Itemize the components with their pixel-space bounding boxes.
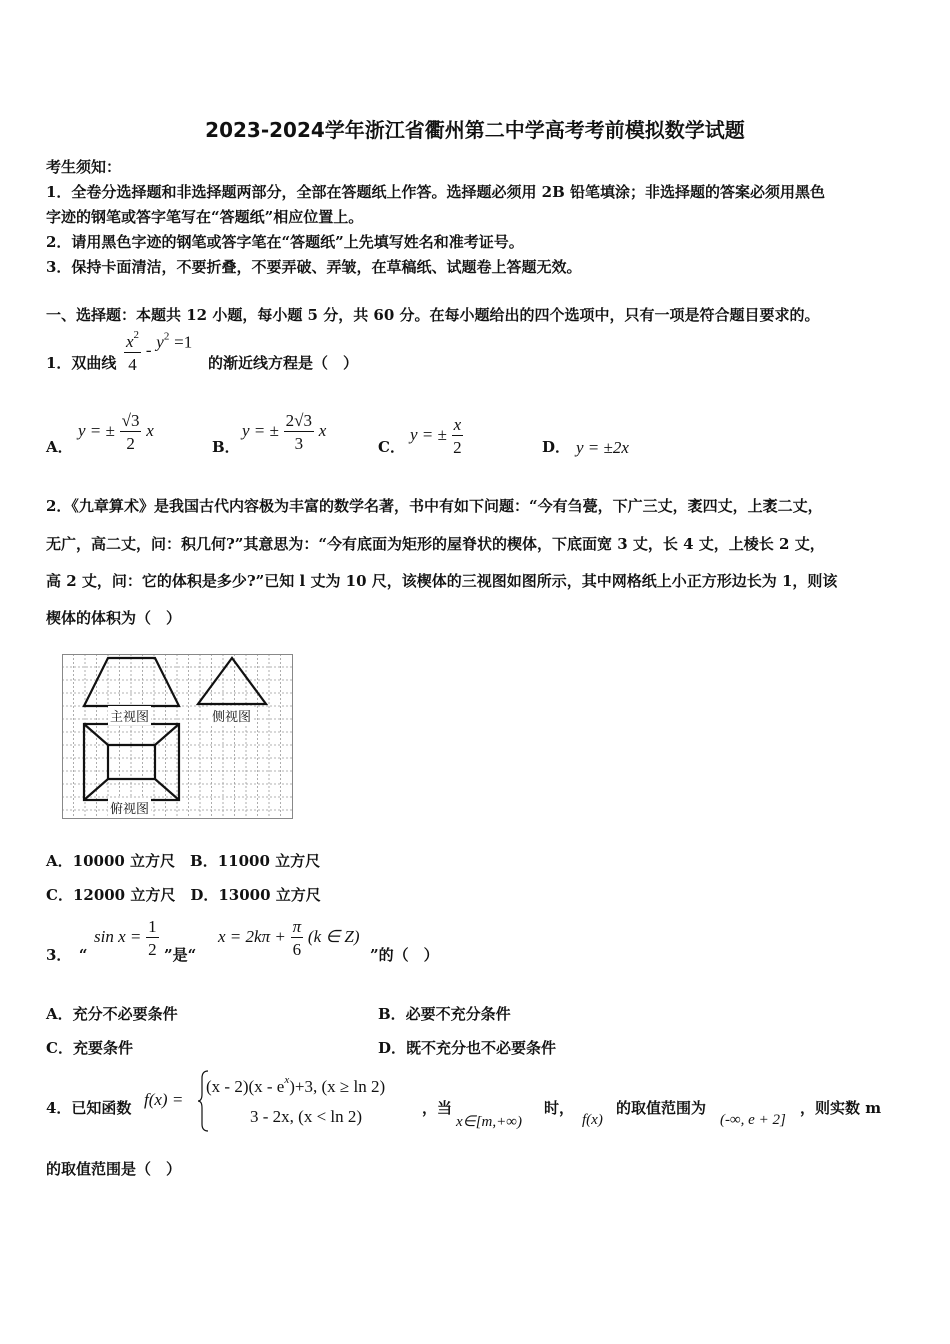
q1-option-b-label: B．	[212, 438, 240, 456]
q3-half	[146, 918, 159, 958]
q4-text-range: 的取值范围为	[616, 1099, 707, 1117]
side-view-label: 侧视图	[210, 706, 253, 725]
top-view-upper-edges	[84, 724, 179, 745]
side-view-triangle	[198, 658, 266, 704]
front-view-trapezoid	[84, 658, 179, 706]
q4-text-when: ，当	[422, 1099, 453, 1117]
notice-line-1a: 1．全卷分选择题和非选择题两部分，全部在答题纸上作答。选择题必须用 2B 铅笔填涂；非选择题的答案必须用黑色	[46, 183, 826, 201]
q3-option-a: A．充分不必要条件	[46, 1005, 178, 1023]
q4-domain: x∈[m,+∞)	[456, 1114, 522, 1130]
q1-hyperbola-equation	[124, 330, 192, 373]
q4-case1-tail: )+3, (x ≥ ln 2)	[289, 1077, 386, 1096]
q1-x-exp: 2	[133, 329, 140, 341]
q4-fx-eq: f(x) =	[144, 1090, 184, 1109]
q2-line-3: 高 2 丈，问：它的体积是多少?”已知 l 丈为 10 尺，该楔体的三视图如图所示，其中网格纸上小正方形边长为 1，则该	[46, 572, 838, 590]
q1-denominator-4: 4	[128, 355, 137, 374]
q1-x: x	[126, 332, 134, 351]
q1-b-frac	[284, 412, 314, 452]
q4-text-m: ，则实数 m	[800, 1099, 882, 1117]
q1-frac-x2-4	[124, 330, 141, 373]
section-heading: 一、选择题：本题共 12 小题，每小题 5 分，共 60 分。在每小题给出的四个选项中，只有一项是符合题目要求的。	[46, 306, 820, 324]
q3-sinx: sin x =	[94, 927, 142, 946]
q4-case1-head: (x - 2)(x - e	[206, 1077, 285, 1096]
q4-text-time: 时，	[544, 1099, 575, 1117]
q1-b-den: 3	[294, 434, 304, 453]
q4-range: (-∞, e + 2]	[720, 1112, 786, 1128]
q4-line-2: 的取值范围是（ ）	[46, 1160, 182, 1178]
q1-prefix: 1．双曲线	[46, 354, 117, 372]
q3-half-num: 1	[148, 917, 157, 936]
notice-heading: 考生须知：	[46, 158, 122, 176]
top-view-label: 俯视图	[108, 798, 151, 817]
q1-option-c-label: C．	[378, 438, 405, 456]
notice-line-3: 3．保持卡面清洁，不要折叠，不要弄破、弄皱，在草稿纸、试题卷上答题无效。	[46, 258, 582, 276]
q3-option-c: C．充要条件	[46, 1039, 133, 1057]
q1-c-den: 2	[453, 438, 462, 457]
q1-minus: -	[145, 340, 152, 360]
q3-suffix: ”的（ ）	[370, 946, 439, 964]
q3-half-den: 2	[148, 940, 157, 959]
page-title: 2023-2024学年浙江省衢州第二中学高考考前模拟数学试题	[205, 118, 745, 142]
q1-option-a-label: A．	[46, 438, 73, 456]
notice-line-1b: 字迹的钢笔或答字笔写在“答题纸”相应位置上。	[46, 208, 364, 226]
q4-case-2: 3 - 2x, (x < ln 2)	[250, 1107, 363, 1126]
q1-a-den: 2	[126, 434, 135, 453]
q1-option-d-label: D．	[542, 438, 571, 456]
q3-mid: ”是“	[164, 946, 197, 964]
q1-option-a-math	[78, 412, 154, 452]
notice-line-2: 2．请用黑色字迹的钢笔或答字笔在“答题纸”上先填写姓名和准考证号。	[46, 233, 524, 251]
q1-eq1: =1	[174, 332, 193, 352]
q3-condition-1	[94, 918, 159, 958]
q1-a-frac	[120, 412, 142, 452]
q1-b-x: x	[318, 421, 327, 440]
q3-pi-6	[291, 918, 304, 958]
q2-line-2: 无广，高二丈，问：积几何?”其意思为：“今有底面为矩形的屋脊状的楔体，下底面宽 3 丈，长 4 丈，上棱长 2 丈，	[46, 535, 825, 553]
q4-fx: f(x)	[582, 1112, 603, 1128]
q4-case-1	[206, 1074, 385, 1097]
front-view-label: 主视图	[108, 706, 151, 725]
q3-prefix: 3． “	[46, 946, 88, 964]
q1-b-num: 2√3	[285, 411, 312, 430]
q2-line-4: 楔体的体积为（ ）	[46, 609, 182, 627]
q1-a-num: √3	[121, 411, 140, 430]
q3-option-d: D．既不充分也不必要条件	[378, 1039, 557, 1057]
q3-x-eq: x = 2kπ +	[218, 927, 286, 946]
q3-pi-den: 6	[292, 940, 302, 959]
q2-options-cd: C．12000 立方尺 D．13000 立方尺	[46, 886, 321, 904]
q3-kz: (k ∈ Z)	[307, 927, 360, 946]
q1-a-lhs: y = ±	[78, 421, 115, 440]
three-view-drawing	[62, 654, 294, 820]
q1-y: y	[156, 332, 164, 352]
q1-a-x: x	[146, 421, 154, 440]
q1-c-frac	[452, 416, 464, 456]
q2-line-1: 2．《九章算术》是我国古代内容极为丰富的数学名著，书中有如下问题：“今有刍甍，下广三丈，袤四丈，上袤二丈，	[46, 497, 823, 515]
q1-option-b-math	[242, 412, 326, 452]
q3-pi-num: π	[292, 917, 302, 936]
q1-c-num: x	[453, 415, 462, 434]
q4-case1-exp: x	[284, 1074, 290, 1086]
q4-prefix: 4．已知函数	[46, 1099, 132, 1117]
three-view-figure	[62, 654, 294, 824]
q1-suffix: 的渐近线方程是（ ）	[208, 354, 359, 372]
q1-option-c-math	[410, 416, 463, 456]
q3-condition-2	[218, 918, 360, 958]
q1-c-lhs: y = ±	[410, 425, 447, 444]
q1-b-lhs: y = ±	[242, 421, 279, 440]
q3-option-b: B．必要不充分条件	[378, 1005, 511, 1023]
q1-y-exp: 2	[163, 330, 170, 343]
q2-options-ab: A．10000 立方尺 B．11000 立方尺	[46, 852, 321, 870]
q1-option-d-math: y = ±2x	[576, 438, 629, 457]
